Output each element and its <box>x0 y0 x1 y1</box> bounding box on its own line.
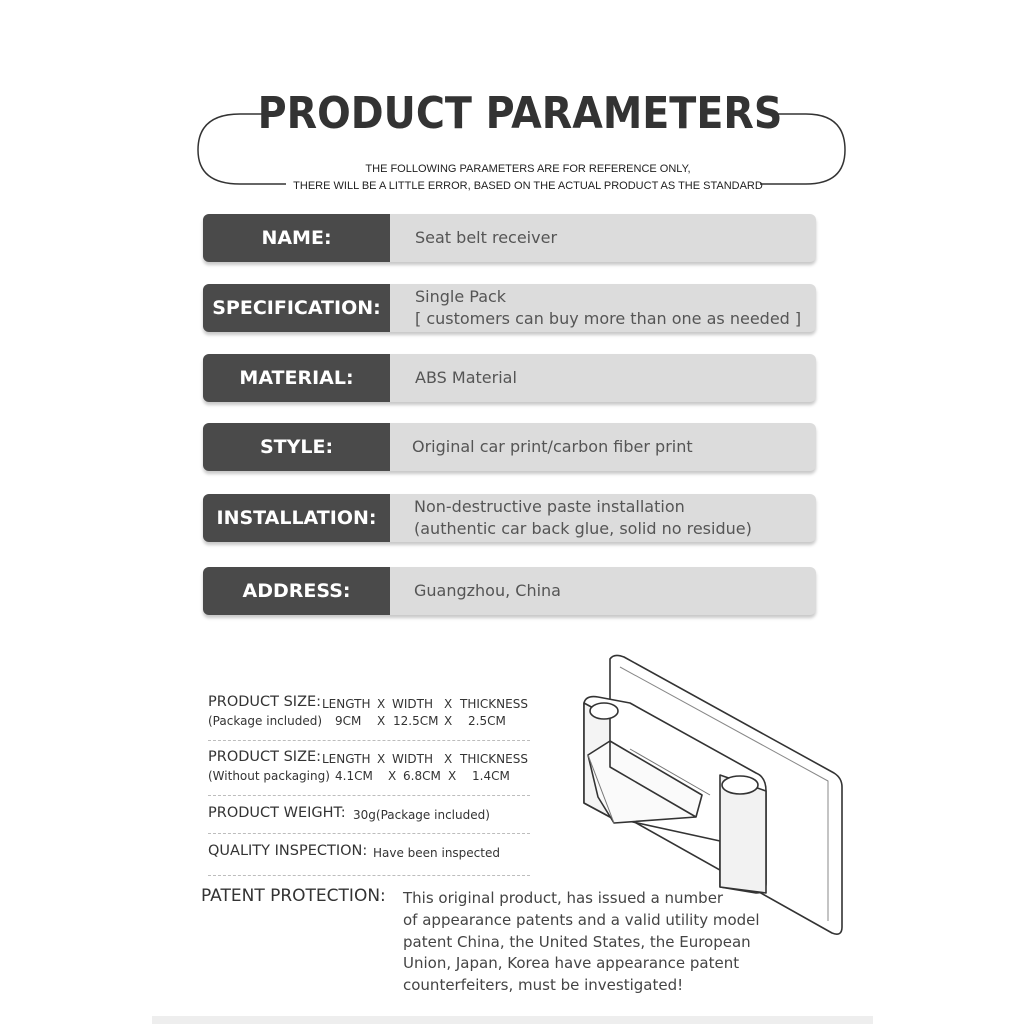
param-label: MATERIAL: <box>203 354 390 402</box>
spec-head-thickness: THICKNESS <box>460 697 528 711</box>
spec-x: X <box>377 752 386 766</box>
param-row-specification <box>203 284 816 332</box>
patent-line: This original product, has issued a number <box>403 889 724 907</box>
spec-label: PRODUCT SIZE: <box>208 749 322 765</box>
spec-thickness: 2.5CM <box>468 714 506 728</box>
spec-thickness: 1.4CM <box>472 769 510 783</box>
footer-divider <box>152 1016 873 1024</box>
param-value-line: Single Pack <box>415 287 507 306</box>
patent-line: counterfeiters, must be investigated! <box>403 976 684 995</box>
spec-head-length: LENGTH <box>322 697 371 711</box>
seat-belt-receiver-icon <box>570 645 850 945</box>
param-value <box>415 354 806 402</box>
spec-length: 9CM <box>335 714 362 728</box>
patent-label: PATENT PROTECTION: <box>201 886 386 906</box>
param-value <box>412 423 806 471</box>
param-row-style <box>203 423 816 471</box>
param-row-name <box>203 214 816 262</box>
param-label: ADDRESS: <box>203 567 390 615</box>
spec-value: 30g(Package included) <box>353 808 490 822</box>
param-label: NAME: <box>203 214 390 262</box>
spec-x: X <box>377 714 386 728</box>
param-row-installation <box>203 494 816 542</box>
spec-x: X <box>444 714 453 728</box>
spec-sublabel: (Package included) <box>208 714 323 728</box>
spec-width: 6.8CM <box>403 769 441 783</box>
spec-head-length: LENGTH <box>322 752 371 766</box>
param-row-material <box>203 354 816 402</box>
param-value <box>415 284 806 332</box>
spec-label: PRODUCT WEIGHT: <box>208 805 346 821</box>
param-value <box>414 567 806 615</box>
param-value-line: ABS Material <box>415 368 517 387</box>
spec-inspection <box>208 838 530 876</box>
spec-x: X <box>377 697 386 711</box>
spec-head-width: WIDTH <box>392 697 433 711</box>
param-value-line: Non-destructive paste installation <box>414 497 685 516</box>
patent-line: of appearance patents and a valid utility model <box>403 910 760 929</box>
param-value-line: [ customers can buy more than one as needed ] <box>415 309 802 328</box>
param-value-line: Original car print/carbon fiber print <box>412 437 693 456</box>
disclaimer-line-1: THE FOLLOWING PARAMETERS ARE FOR REFERENCE ONLY, <box>365 163 691 175</box>
spec-weight <box>208 800 530 834</box>
spec-x: X <box>388 769 397 783</box>
spec-x: X <box>448 769 457 783</box>
param-value-line: Seat belt receiver <box>415 228 558 247</box>
spec-size-package <box>208 690 530 741</box>
patent-line: Union, Japan, Korea have appearance patent <box>403 954 740 973</box>
param-label: INSTALLATION: <box>203 494 390 542</box>
disclaimer-line-2: THERE WILL BE A LITTLE ERROR, BASED ON THE ACTUAL PRODUCT AS THE STANDARD <box>293 180 763 192</box>
spec-label: PRODUCT SIZE: <box>208 694 322 710</box>
param-label: SPECIFICATION: <box>203 284 390 332</box>
param-value <box>415 214 806 262</box>
spec-sublabel: (Without packaging) <box>208 769 330 783</box>
spec-x: X <box>444 752 453 766</box>
spec-width: 12.5CM <box>393 714 439 728</box>
spec-label: QUALITY INSPECTION: <box>208 843 368 859</box>
spec-value: Have been inspected <box>373 846 500 860</box>
param-value-line: (authentic car back glue, solid no residue) <box>414 519 752 538</box>
param-value-line: Guangzhou, China <box>414 581 561 600</box>
param-label: STYLE: <box>203 423 390 471</box>
param-value <box>414 494 806 542</box>
param-row-address <box>203 567 816 615</box>
patent-line: patent China, the United States, the European <box>403 932 751 951</box>
spec-head-thickness: THICKNESS <box>460 752 528 766</box>
spec-size-no-package <box>208 745 530 796</box>
spec-length: 4.1CM <box>335 769 373 783</box>
spec-x: X <box>444 697 453 711</box>
page-title: PRODUCT PARAMETERS <box>257 88 783 139</box>
spec-head-width: WIDTH <box>392 752 433 766</box>
